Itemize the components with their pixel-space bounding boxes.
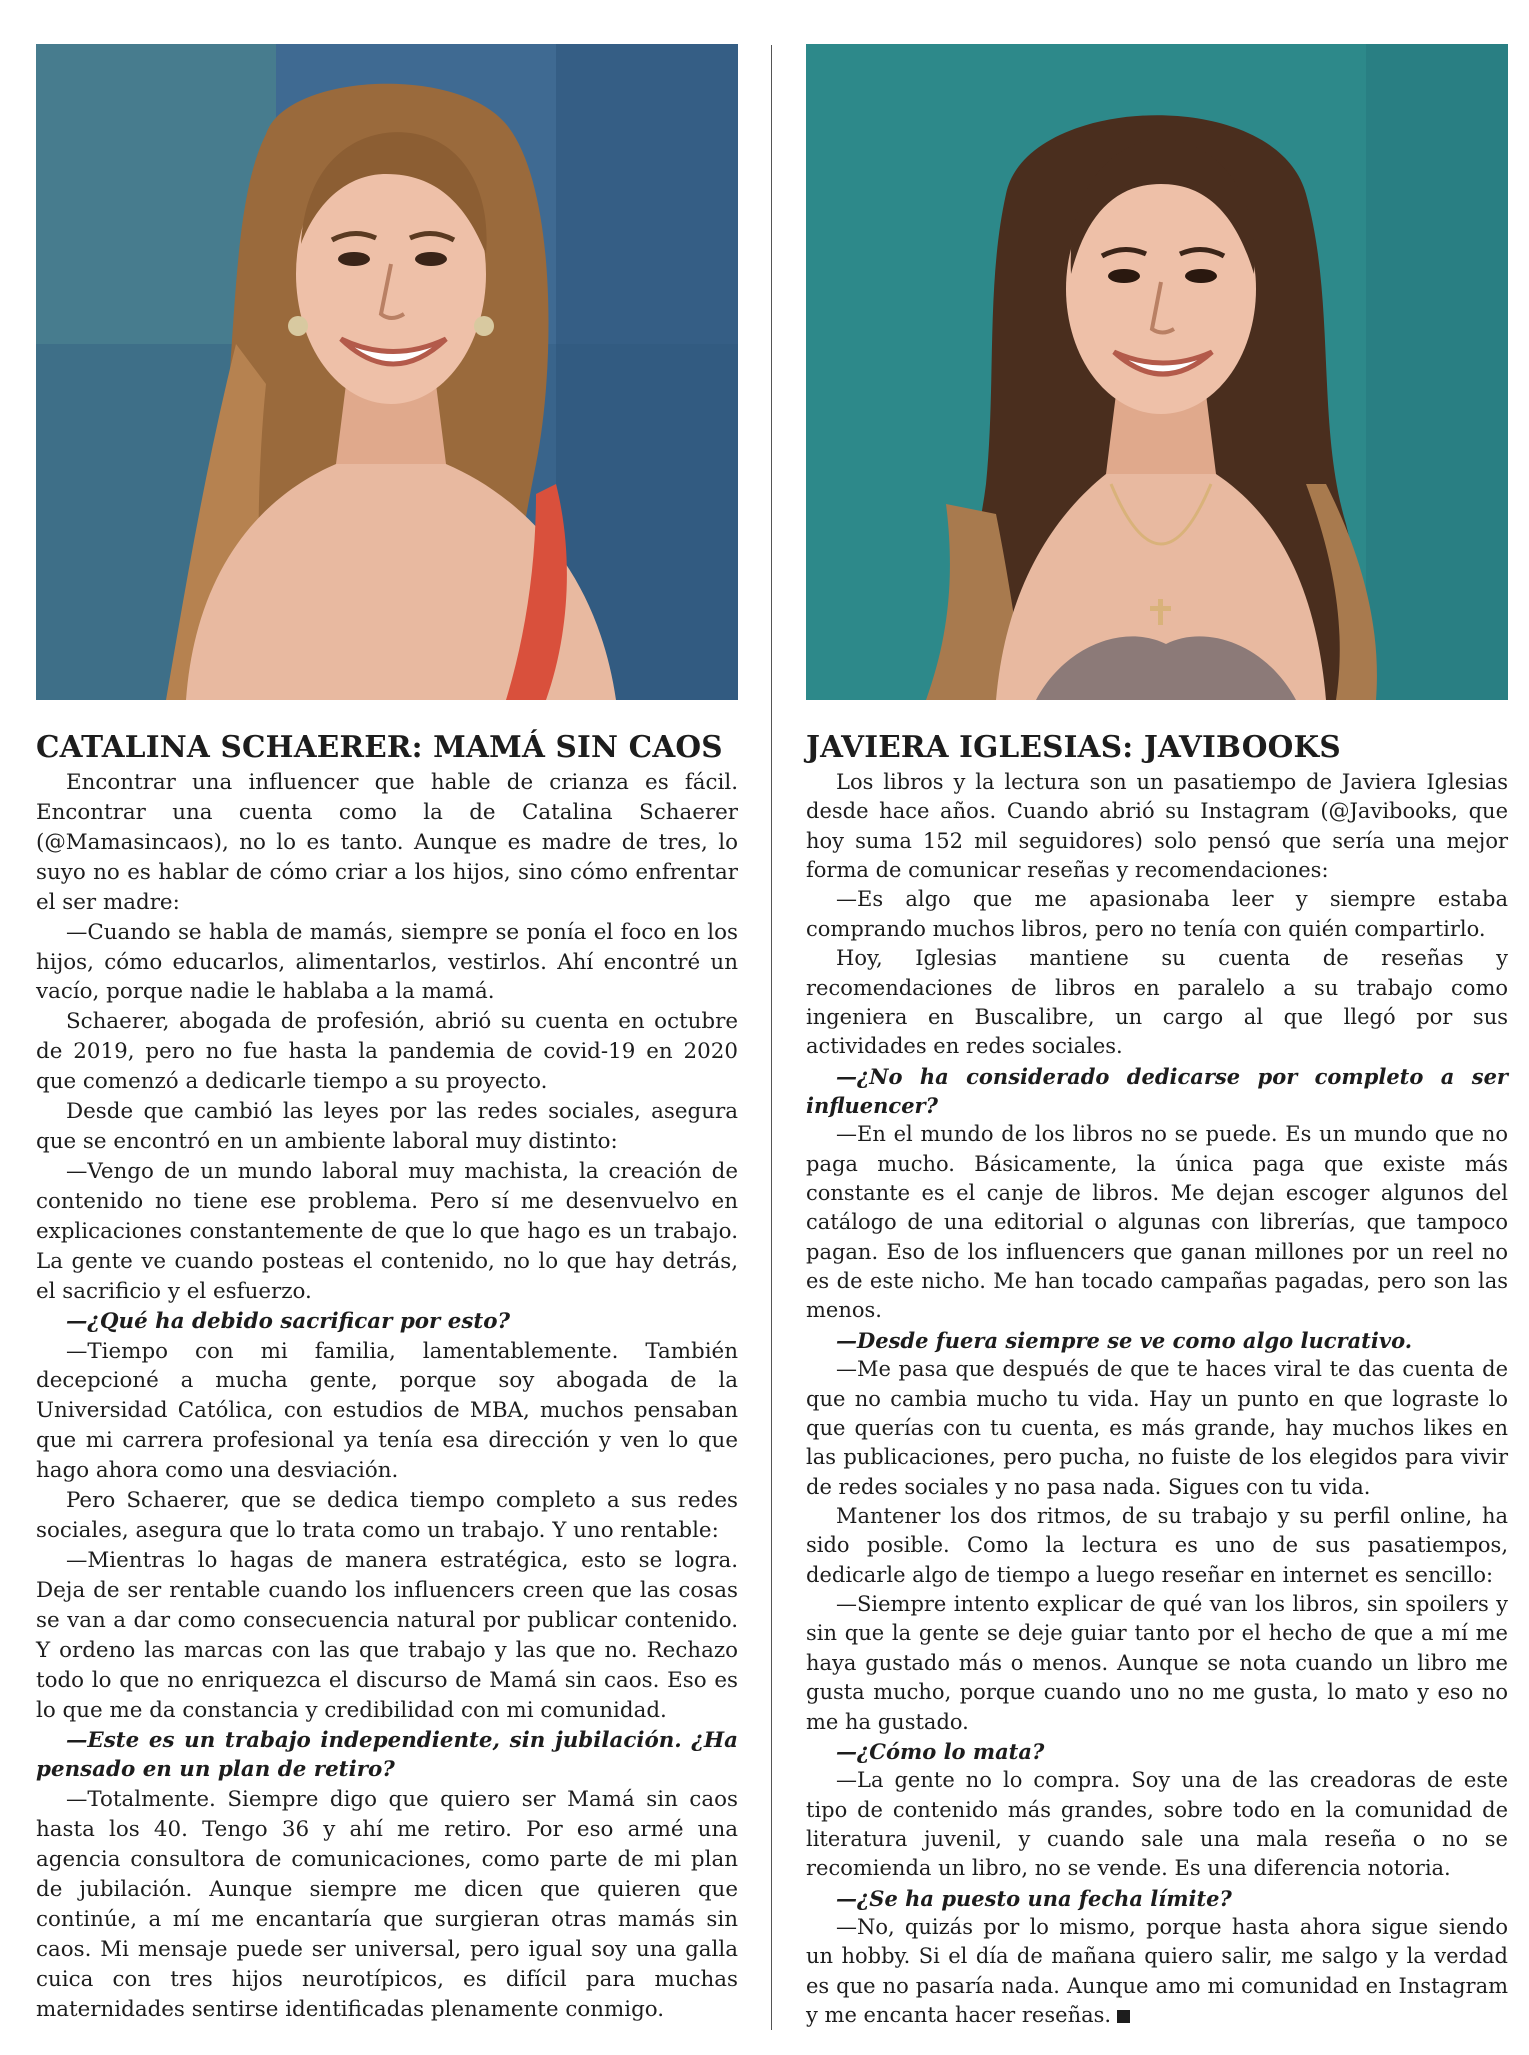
interview-question: —Desde fuera siempre se ve como algo lucrativo. xyxy=(836,1327,1413,1353)
paragraph: Desde que cambió las leyes por las redes sociales, asegura que se encontró en un ambiente laboral muy distinto: xyxy=(36,1099,738,1155)
paragraph: —En el mundo de los libros no se puede. Es un mundo que no paga mucho. Básicamente, la única paga que existe más constante es el canje de libros. Me dejan escoger algunos del catálogo de una editorial o algunas con librerías, que tampoco pagan. Eso de los influencers que ganan millones por un reel no es de este nicho. Me han tocado campañas pagadas, pero son las menos. xyxy=(806,1122,1508,1323)
article-column-right xyxy=(806,0,1508,2055)
interview-question: —¿Cómo lo mata? xyxy=(836,1738,1045,1764)
paragraph: —Es algo que me apasionaba leer y siempre estaba comprando muchos libros, pero no tenía con quién compartirlo. xyxy=(806,887,1508,941)
portrait-photo-left xyxy=(36,44,738,700)
paragraph: —Vengo de un mundo laboral muy machista, la creación de contenido no tiene ese problema. Pero sí me desenvuelvo en explicaciones constantemente de que lo que hago es un trabajo. La gente ve cuando posteas el contenido, no lo que hay detrás, el sacrificio y el esfuerzo. xyxy=(36,1158,738,1304)
interview-question: —¿Se ha puesto una fecha límite? xyxy=(836,1885,1232,1911)
end-of-article-mark xyxy=(1117,2010,1130,2023)
headline-right: JAVIERA IGLESIAS: JAVIBOOKS xyxy=(806,729,1341,764)
interview-question: —¿No ha considerado dedicarse por completo a ser influencer? xyxy=(806,1063,1508,1118)
paragraph-text: —No, quizás por lo mismo, porque hasta ahora sigue siendo un hobby. Si el día de mañana quiero salir, me salgo y la verdad es que no pasaría nada. Aunque amo mi comunidad en Instagram y me encanta hacer reseñas. xyxy=(806,1915,1508,2028)
paragraph: —La gente no lo compra. Soy una de las creadoras de este tipo de contenido más grandes, sobre todo en la comunidad de literatura juvenil, y cuando sale una mala reseña o no se recomienda un libro, no se vende. Es una diferencia notoria. xyxy=(806,1768,1508,1881)
paragraph: Mantener los dos ritmos, de su trabajo y su perfil online, ha sido posible. Como la lectura es uno de sus pasatiempos, dedicarle algo de tiempo a luego reseñar en internet es sencillo: xyxy=(806,1503,1508,1587)
paragraph: Hoy, Iglesias mantiene su cuenta de reseñas y recomendaciones de libros en paralelo a su trabajo como ingeniera en Buscalibre, un cargo al que llegó por sus actividades en redes sociales. xyxy=(806,946,1508,1059)
paragraph: —Totalmente. Siempre digo que quiero ser Mamá sin caos hasta los 40. Tengo 36 y ahí me retiro. Por eso armé una agencia consultora de comunicaciones, como parte de mi plan de jubilación. Aunque siempre me dicen que quieren que continúe, a mí me encantaría que surgieran otras mamás sin caos. Mi mensaje puede ser universal, pero igual soy una galla cuica con tres hijos neurotípicos, es difícil para muchas maternidades sentirse identificadas plenamente conmigo. xyxy=(36,1787,738,2022)
column-divider xyxy=(771,45,772,2030)
headline-left: CATALINA SCHAERER: MAMÁ SIN CAOS xyxy=(36,729,723,764)
paragraph: Schaerer, abogada de profesión, abrió su cuenta en octubre de 2019, pero no fue hasta la pandemia de covid-19 en 2020 que comenzó a dedicarle tiempo a su proyecto. xyxy=(36,1009,738,1095)
paragraph: Los libros y la lectura son un pasatiempo de Javiera Iglesias desde hace años. Cuando abrió su Instagram (@Javibooks, que hoy suma 152 mil seguidores) solo pensó que sería una mejor forma de comunicar reseñas y recomendaciones: xyxy=(806,770,1508,883)
interview-question: —¿Qué ha debido sacrificar por esto? xyxy=(66,1308,511,1334)
paragraph: —Cuando se habla de mamás, siempre se ponía el foco en los hijos, cómo educarlos, alimentarlos, vestirlos. Ahí encontré un vacío, porque nadie le hablaba a la mamá. xyxy=(36,919,738,1005)
paragraph: —Mientras lo hagas de manera estratégica, esto se logra. Deja de ser rentable cuando los influencers creen que las cosas se van a dar como consecuencia natural por publicar contenido. Y ordeno las marcas con las que trabajo y las que no. Rechazo todo lo que no enriquezca el discurso de Mamá sin caos. Eso es lo que me da constancia y credibilidad con mi comunidad. xyxy=(36,1547,738,1723)
paragraph: Encontrar una influencer que hable de crianza es fácil. Encontrar una cuenta como la de Catalina Schaerer (@Mamasincaos), no lo es tanto. Aunque es madre de tres, lo suyo no es hablar de cómo criar a los hijos, sino cómo enfrentar el ser madre: xyxy=(36,770,738,915)
interview-question: —Este es un trabajo independiente, sin jubilación. ¿Ha pensado en un plan de retiro? xyxy=(36,1727,738,1783)
article-body-right xyxy=(806,768,1508,2030)
portrait-photo-right xyxy=(806,44,1508,700)
paragraph: Pero Schaerer, que se dedica tiempo completo a sus redes sociales, asegura que lo trata como un trabajo. Y uno rentable: xyxy=(36,1488,738,1544)
paragraph-last xyxy=(806,1913,1508,2030)
article-body-left xyxy=(36,768,738,2025)
paragraph: —Tiempo con mi familia, lamentablemente. También decepcioné a mucha gente, porque soy abogada de la Universidad Católica, con estudios de MBA, muchos pensaban que mi carrera profesional ya tenía esa dirección y ven lo que hago ahora como una desviación. xyxy=(36,1338,738,1484)
paragraph: —Me pasa que después de que te haces viral te das cuenta de que no cambia mucho tu vida. Hay un punto en que lograste lo que querías con tu cuenta, es más grande, hay muchos likes en las publicaciones, pero pucha, no fuiste de los elegidos para vivir de redes sociales y no pasa nada. Sigues con tu vida. xyxy=(806,1357,1508,1499)
paragraph: —Siempre intento explicar de qué van los libros, sin spoilers y sin que la gente se deje guiar tanto por el hecho de que a mí me haya gustado más o menos. Aunque se nota cuando un libro me gusta mucho, porque cuando uno no me gusta, lo mato y eso no me ha gustado. xyxy=(806,1592,1508,1734)
article-column-left xyxy=(36,0,738,2055)
